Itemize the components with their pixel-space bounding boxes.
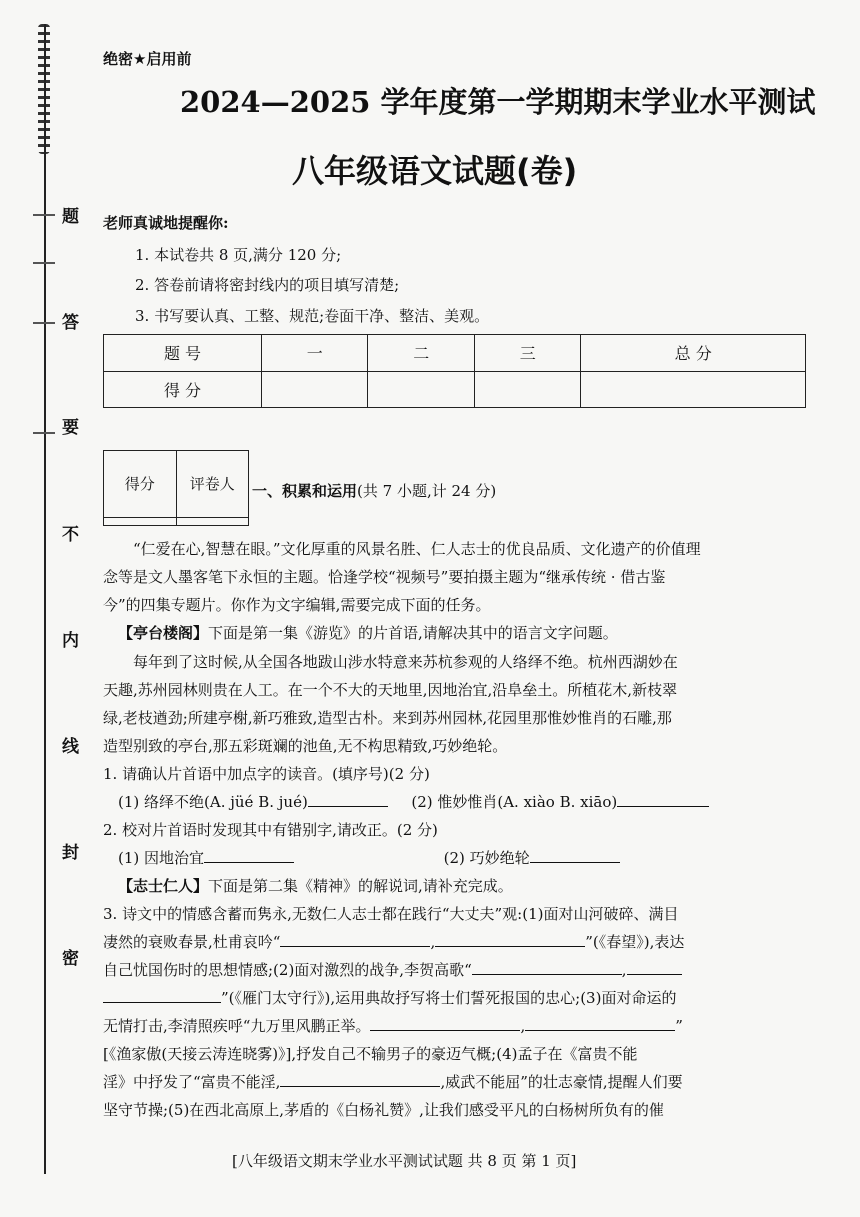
answer-blank[interactable] [204, 848, 294, 863]
tips-heading: 老师真诚地提醒你: [103, 214, 229, 232]
q1-option-a: (1) 络绎不绝(A. jüé B. jué) [118, 793, 308, 811]
task-text: 下面是第二集《精神》的解说词,请补充完成。 [208, 877, 513, 895]
question-3-line [103, 1015, 813, 1037]
answer-blank[interactable] [103, 988, 221, 1003]
secret-label: 绝密★启用前 [103, 50, 192, 68]
score-header: 二 [368, 335, 474, 372]
q3-text: 凄然的衰败春景,杜甫哀吟“ [103, 933, 281, 951]
grader-name-cell[interactable] [176, 517, 249, 525]
score-header: 总 分 [581, 335, 806, 372]
passage-line: 天趣,苏州园林则贵在人工。在一个不大的天地里,因地治宜,沿阜垒土。所植花木,新枝翠 [103, 681, 678, 699]
exam-subtitle: 八年级语文试题(卷) [292, 152, 578, 190]
task-line [118, 622, 828, 644]
seal-line [44, 24, 46, 1174]
section-title: 一、积累和运用 [252, 482, 358, 500]
q3-text: ,威武不能屈”的壮志豪情,提醒人们要 [440, 1073, 683, 1091]
tip-item: 1. 本试卷共 8 页,满分 120 分; [135, 246, 342, 264]
task-tag: 【亭台楼阁】 [118, 624, 209, 642]
question-1: 1. 请确认片首语中加点字的读音。(填序号)(2 分) [103, 765, 430, 783]
q3-text: 自己忧国伤时的思想情感;(2)面对激烈的战争,李贺高歌“ [103, 961, 472, 979]
passage-line: 绿,老枝遒劲;所建亭榭,新巧雅致,造型古朴。来到苏州园林,花园里那惟妙惟肖的石雕,那 [103, 709, 672, 727]
score-header: 三 [474, 335, 580, 372]
seal-stub [33, 262, 55, 264]
seal-char: 内 [62, 631, 79, 651]
tip-item: 2. 答卷前请将密封线内的项目填写清楚; [135, 276, 400, 294]
grader-name-label: 评卷人 [176, 451, 249, 518]
q3-text: 淫》中抒发了“富贵不能淫, [103, 1073, 281, 1091]
question-3-line: 坚守节操;(5)在西北高原上,茅盾的《白杨礼赞》,让我们感受平凡的白杨树所负有的催 [103, 1101, 664, 1119]
task-tag: 【志士仁人】 [118, 877, 209, 895]
grader-table [103, 450, 249, 526]
score-cell[interactable] [474, 371, 580, 408]
tip-item: 3. 书写要认真、工整、规范;卷面干净、整洁、美观。 [135, 307, 490, 325]
question-3-line: 3. 诗文中的情感含蓄而隽永,无数仁人志士都在践行“大丈夫”观:(1)面对山河破碎、满目 [103, 905, 679, 923]
section-note: (共 7 小题,计 24 分) [357, 482, 497, 500]
question-3-line: [《渔家傲(天接云涛连晓雾)》],抒发自己不输男子的豪迈气概;(4)孟子在《富贵不能 [103, 1045, 638, 1063]
answer-blank[interactable] [472, 960, 622, 975]
q1-option-b: (2) 惟妙惟肖(A. xiào B. xiāo) [411, 793, 618, 811]
exam-title: 2024—2025 学年度第一学期期末学业水平测试 [180, 85, 816, 119]
grader-score-label: 得分 [104, 451, 177, 518]
answer-blank[interactable] [617, 792, 709, 807]
question-2-items [118, 847, 828, 869]
q3-text: 无情打击,李清照疾呼“九万里风鹏正举。 [103, 1017, 371, 1035]
q3-text: , [520, 1017, 526, 1035]
answer-blank[interactable] [435, 932, 585, 947]
score-cell[interactable] [368, 371, 474, 408]
score-table [103, 334, 806, 408]
answer-blank[interactable] [525, 1016, 675, 1031]
score-cell[interactable] [262, 371, 368, 408]
score-cell[interactable] [581, 371, 806, 408]
seal-stub [33, 322, 55, 324]
question-3-line [103, 931, 813, 953]
question-3-line [103, 1071, 813, 1093]
answer-blank[interactable] [627, 960, 682, 975]
q3-text: ”(《春望》),表达 [585, 933, 685, 951]
seal-char: 线 [62, 737, 79, 757]
task-text: 下面是第一集《游览》的片首语,请解决其中的语言文字问题。 [208, 624, 618, 642]
seal-stub [33, 432, 55, 434]
seal-char: 题 [62, 207, 79, 227]
answer-blank[interactable] [280, 932, 430, 947]
question-3-line [103, 987, 813, 1009]
answer-blank[interactable] [530, 848, 620, 863]
grader-score-cell[interactable] [104, 517, 177, 525]
seal-char: 答 [62, 313, 79, 333]
score-header: 题 号 [104, 335, 262, 372]
question-1-options [118, 791, 828, 813]
question-2: 2. 校对片首语时发现其中有错别字,请改正。(2 分) [103, 821, 438, 839]
score-header: 一 [262, 335, 368, 372]
intro-line: “仁爱在心,智慧在眼。”文化厚重的风景名胜、仁人志士的优良品质、文化遗产的价值理 [133, 540, 701, 558]
intro-line: 念等是文人墨客笔下永恒的主题。恰逢学校“视频号”要拍摄主题为“继承传统 · 借古鉴 [103, 568, 666, 586]
page-footer: [八年级语文期末学业水平测试试题 共 8 页 第 1 页] [232, 1152, 577, 1170]
section-heading [252, 480, 496, 501]
question-3-line [103, 959, 813, 981]
answer-blank[interactable] [308, 792, 388, 807]
seal-char: 不 [62, 525, 79, 545]
passage-line: 每年到了这时候,从全国各地跋山涉水特意来苏杭参观的人络绎不绝。杭州西湖妙在 [133, 653, 678, 671]
passage-line: 造型别致的亭台,那五彩斑斓的池鱼,无不构思精致,巧妙绝轮。 [103, 737, 508, 755]
q3-text: ”(《雁门太守行》),运用典故抒写将士们誓死报国的忠心;(3)面对命运的 [221, 989, 677, 1007]
answer-blank[interactable] [370, 1016, 520, 1031]
score-label: 得 分 [104, 371, 262, 408]
task-line [118, 875, 828, 897]
seal-stub [33, 214, 55, 216]
intro-line: 今”的四集专题片。你作为文字编辑,需要完成下面的任务。 [103, 596, 491, 614]
q3-text: ” [675, 1017, 683, 1035]
seal-char: 要 [62, 418, 79, 438]
q3-text: , [430, 933, 436, 951]
q2-item-a: (1) 因地治宜 [118, 849, 205, 867]
answer-blank[interactable] [280, 1072, 440, 1087]
seal-char: 密 [62, 949, 79, 969]
q2-item-b: (2) 巧妙绝轮 [443, 849, 530, 867]
q3-text: , [621, 961, 627, 979]
seal-char: 封 [62, 843, 79, 863]
